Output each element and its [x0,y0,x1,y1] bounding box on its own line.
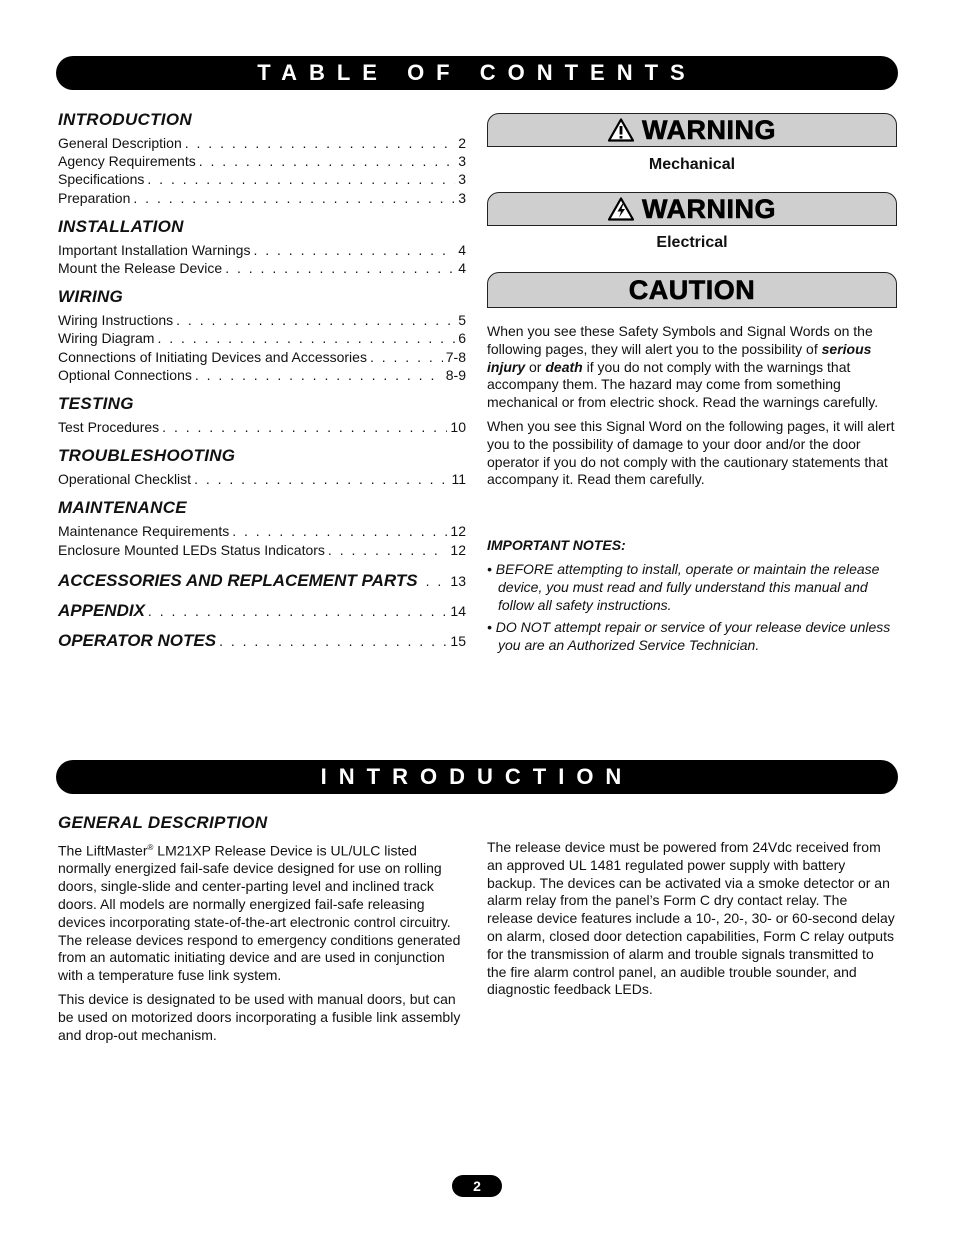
caution-word: CAUTION [628,274,756,305]
toc-leader-dots [370,348,443,366]
toc-leader-dots [148,603,448,619]
toc-entry[interactable] [58,241,466,259]
toc-entry-label: Preparation [58,189,131,206]
toc-section-wiring [58,287,466,384]
toc-entry-page: 14 [450,602,466,619]
toc-leader-dots [232,522,447,540]
toc-entry[interactable] [58,259,466,277]
warning-word: WARNING [642,193,776,224]
toc-entry-label: Connections of Initiating Devices and Accessories [58,348,367,365]
intro-text: The LiftMaster [58,842,148,859]
toc-entry-operator-notes[interactable] [58,631,466,651]
registered-mark: ® [147,843,154,852]
death-text: death [545,358,583,375]
important-notes-heading: IMPORTANT NOTES: [487,537,626,553]
toc-entry-appendix[interactable] [58,601,466,621]
toc-entry-page: 3 [458,153,466,170]
toc-leader-dots [176,311,455,329]
toc-entry[interactable] [58,152,466,170]
toc-section-title: TROUBLESHOOTING [58,446,236,466]
toc-entry[interactable] [58,348,466,366]
toc-section-title: WIRING [58,287,124,307]
warning-triangle-icon [608,118,634,142]
toc-leader-dots [219,633,447,649]
toc-entry[interactable] [58,170,466,188]
toc-entry[interactable] [58,418,466,436]
electrical-label: Electrical [656,234,728,251]
warning-word: WARNING [642,114,776,145]
toc-section-title: TESTING [58,394,134,414]
toc-entry[interactable] [58,189,466,207]
toc-entry-page: 7-8 [445,348,466,365]
toc-entry-page: 3 [458,189,466,206]
toc-entry-label: Test Procedures [58,419,160,436]
toc-section-title: INTRODUCTION [58,110,192,129]
toc-entry[interactable] [58,311,466,329]
toc-entry-accessories[interactable] [58,571,466,591]
toc-entry-page: 4 [458,241,466,258]
caution-box [487,272,897,308]
important-note: • BEFORE attempting to install, operate or maintain the release device, you must read and fully understand this manual and follow all safety instructions. [487,561,880,613]
toc-entry-label: Specifications [58,171,145,188]
warning-mechanical-box [487,113,897,147]
important-notes [487,537,897,660]
mechanical-label: Mechanical [648,156,736,173]
toc-section-introduction [58,110,466,207]
toc-leader-dots [185,134,455,152]
toc-entry-page: 15 [450,632,466,649]
warning-text-or: or [525,358,546,375]
toc-section-testing [58,394,466,436]
toc-section-installation [58,217,466,277]
toc-entry-label: General Description [58,135,182,151]
introduction-banner: INTRODUCTION [56,760,898,794]
warning-explanation [487,323,897,412]
general-description-heading: GENERAL DESCRIPTION [58,813,268,832]
serious-injury-text: serious injury [487,340,872,375]
toc-entry-page: 10 [450,419,466,436]
toc-banner: TABLE OF CONTENTS [56,56,898,90]
toc-entry-page: 4 [458,260,466,277]
toc-entry-page: 13 [450,572,466,589]
toc-leader-dots [157,329,455,347]
toc-entry[interactable] [58,541,466,559]
important-note: • DO NOT attempt repair or service of your release device unless you are an Authorized Service Technician. [487,619,891,654]
toc-leader-dots [195,366,443,384]
toc-entry-label: APPENDIX [58,600,145,620]
toc-entry-label: Wiring Instructions [58,312,174,329]
toc-leader-dots [133,189,455,207]
electrical-hazard-icon [608,197,634,221]
safety-explanation [487,323,897,495]
toc-column [58,110,466,651]
toc-entry-page: 12 [450,541,466,558]
toc-entry-label: ACCESSORIES AND REPLACEMENT PARTS [58,570,418,590]
toc-entry-page: 11 [451,471,466,488]
toc-entry-page: 5 [458,312,466,329]
intro-paragraph-3: The release device must be powered from 24Vdc received from an approved UL 1481 regulated power supply with battery backup. The devices can be activated via a smoke detector or an alarm relay from the panel’s Form C dry contact relay. The release device features include a 10-, 20-, 30- or 60-second delay on alarm, closed door detection capabilities, Form C relay outputs for the transmission of alarm and trouble signals transmitted to the fire alarm control panel, an audible trouble sounder, and diagnostic feedback LEDs. [487,839,895,998]
toc-entry[interactable] [58,134,466,152]
toc-section-title: INSTALLATION [58,216,184,236]
toc-entry-page: 6 [458,330,466,347]
toc-entry-label: OPERATOR NOTES [58,630,217,650]
page-number: 2 [452,1175,502,1197]
caution-explanation: When you see this Signal Word on the following pages, it will alert you to the possibility of damage to your door and/or the door operator if you do not comply with the cautionary statements that accompany it. Read them carefully. [487,417,895,488]
toc-entry-page: 8-9 [445,366,466,383]
toc-entry-page: 12 [450,523,466,540]
toc-leader-dots [225,259,455,277]
toc-entry-page: 2 [458,135,466,151]
intro-text: LM21XP Release Device is UL/ULC listed normally energized fail-safe device designed for use on rolling doors, single-slide and center-parting level and inclined track doors. All models are normally energized fail-safe releasing devices incorporating state-of-the-art electronic control circuitry. The release devices respond to emergency conditions generated from an automatic initiating device and are used in conjunction with a temperature fuse link system. [58,842,461,984]
toc-entry-label: Operational Checklist [58,471,192,488]
toc-entry-label: Wiring Diagram [58,330,155,347]
warning-text-end: if you do not comply with the warnings that accompany them. The hazard may come from something mechanical or from electric shock. Read the warnings carefully. [487,358,879,411]
toc-section-troubleshooting [58,446,466,488]
toc-entry-label: Optional Connections [58,366,192,383]
toc-leader-dots [194,470,448,488]
toc-entry[interactable] [58,366,466,384]
toc-leader-dots [162,418,447,436]
toc-entry-label: Mount the Release Device [58,260,223,277]
intro-paragraph-1 [58,839,466,985]
warning-text-start: When you see these Safety Symbols and Signal Words on the following pages, they will alert you to the possibility of [487,323,873,357]
toc-leader-dots [328,541,448,559]
toc-entry-label: Agency Requirements [58,153,196,170]
toc-entry-page: 3 [458,171,466,188]
toc-entry-label: Enclosure Mounted LEDs Status Indicators [58,541,325,558]
intro-left-column [58,813,466,1050]
toc-entry-label: Important Installation Warnings [58,241,251,258]
toc-entry[interactable] [58,470,466,488]
toc-section-maintenance [58,498,466,558]
intro-right-column [487,839,897,1005]
toc-leader-dots [147,170,455,188]
toc-entry-label: Maintenance Requirements [58,523,230,540]
toc-leader-dots [253,241,455,259]
toc-leader-dots [199,152,455,170]
warning-electrical-box [487,192,897,226]
toc-entry[interactable] [58,522,466,540]
toc-section-title: MAINTENANCE [58,498,187,518]
toc-entry[interactable] [58,329,466,347]
intro-paragraph-2: This device is designated to be used with manual doors, but can be used on motorized doors incorporating a fusible link assembly and drop-out mechanism. [58,991,461,1043]
toc-leader-dots [426,573,448,589]
